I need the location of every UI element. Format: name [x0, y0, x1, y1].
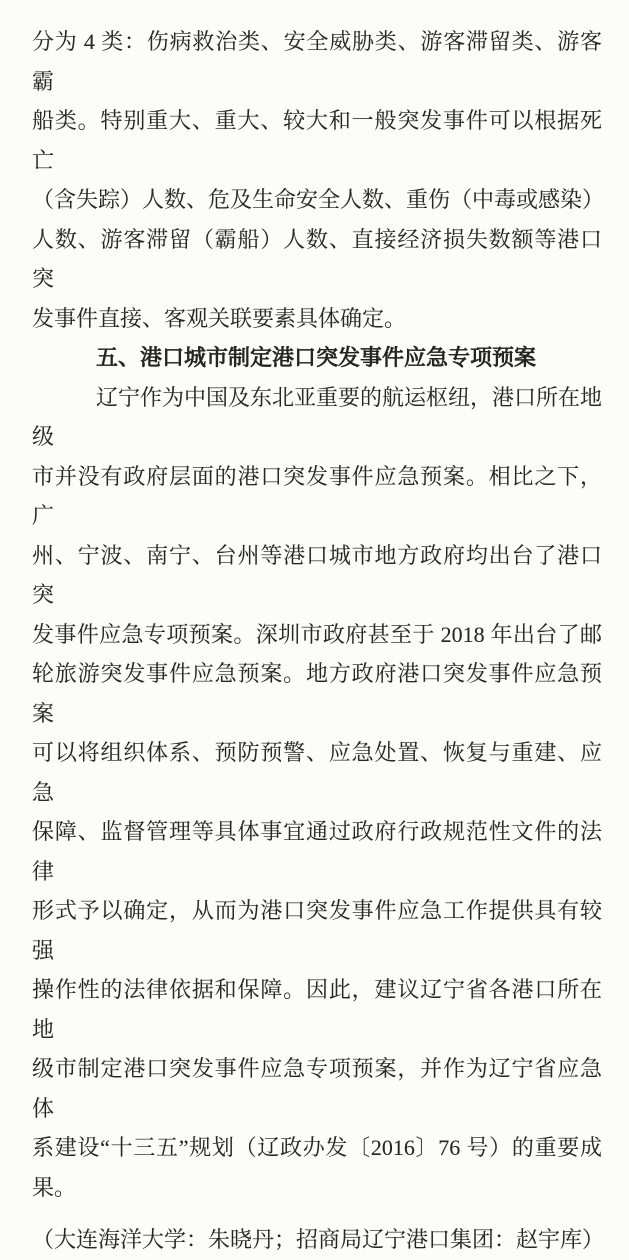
paragraph-1-line: （含失踪）人数、危及生命安全人数、重伤（中毒或感染） [32, 187, 605, 212]
paragraph-2-line: 轮旅游突发事件应急预案。地方政府港口突发事件应急预案 [32, 661, 602, 726]
paragraph-1-line: 人数、游客滞留（霸船）人数、直接经济损失数额等港口突 [32, 226, 602, 291]
paragraph-1-line: 分为 4 类：伤病救治类、安全威胁类、游客滞留类、游客霸 [32, 29, 602, 94]
paragraph-2-line: 系建设“十三五”规划（辽政办发〔2016〕76 号）的重要成 [32, 1135, 602, 1160]
paragraph-2-line: 可以将组织体系、预防预警、应急处置、恢复与重建、应急 [32, 740, 602, 805]
section-heading: 五、港口城市制定港口突发事件应急专项预案 [96, 345, 537, 370]
paragraph-1-line: 发事件直接、客观关联要素具体确定。 [32, 305, 407, 331]
paragraph-2-line: 级市制定港口突发事件应急专项预案，并作为辽宁省应急体 [32, 1056, 602, 1121]
paragraph-2-line: 州、宁波、南宁、台州等港口城市地方政府均出台了港口突 [32, 542, 602, 607]
paragraph-2-line: 保障、监督管理等具体事宜通过政府行政规范性文件的法律 [32, 819, 602, 884]
attribution-line: （大连海洋大学：朱晓丹；招商局辽宁港口集团：赵宇库） [32, 1227, 605, 1252]
paragraph-2-line: 市并没有政府层面的港口突发事件应急预案。相比之下，广 [32, 463, 602, 528]
paragraph-2-line: 辽宁作为中国及东北亚重要的航运枢纽，港口所在地级 [32, 384, 603, 449]
document-text-block [32, 22, 605, 1260]
paragraph-2-line: 发事件应急专项预案。深圳市政府甚至于 2018 年出台了邮 [32, 621, 602, 647]
paragraph-1-line: 船类。特别重大、重大、较大和一般突发事件可以根据死亡 [32, 108, 602, 173]
paragraph-2-line: 果。 [32, 1174, 77, 1200]
paragraph-2-line: 操作性的法律依据和保障。因此，建议辽宁省各港口所在地 [32, 977, 602, 1042]
paragraph-2-line: 形式予以确定，从而为港口突发事件应急工作提供具有较强 [32, 898, 602, 963]
